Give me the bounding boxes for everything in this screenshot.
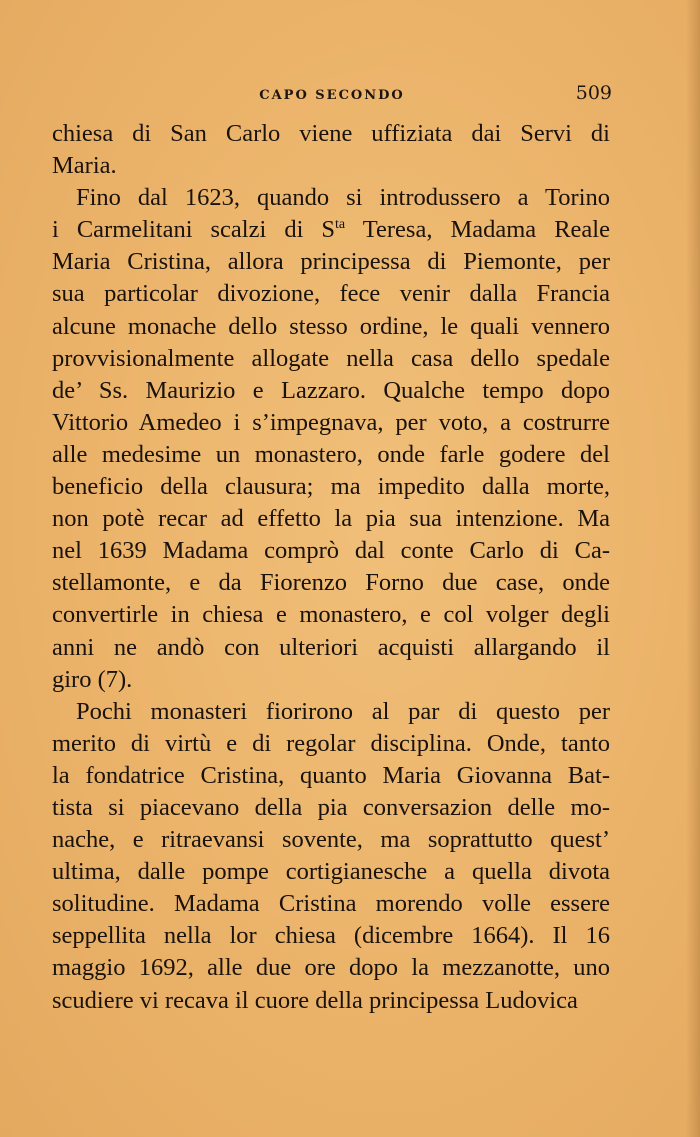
paragraph <box>52 182 610 696</box>
superscript: ta <box>335 217 346 233</box>
text-line: Vittorio Amedeo i s’impegnava, per voto, a costrurre <box>52 408 610 436</box>
text-line: Pochi monasteri fiorirono al par di questo per <box>76 697 610 725</box>
page-edge-shadow <box>686 0 700 1137</box>
text-line: alcune monache dello stesso ordine, le quali vennero <box>52 312 610 340</box>
text-line: convertirle in chiesa e monastero, e col volger degli <box>52 601 610 629</box>
running-head: CAPO SECONDO <box>259 88 405 103</box>
text-line: ultima, dalle pompe cortigianesche a quella divota <box>52 858 610 886</box>
text-line: beneficio della clausura; ma impedito dalla morte, <box>52 473 610 501</box>
text-line: i Carmelitani scalzi di $S^{ta}$ Teresa, Madama Reale <box>52 216 610 244</box>
text-line: chiesa di San Carlo viene uffiziata dai Servi di <box>52 120 610 147</box>
text-line: alle medesime un monastero, onde farle godere del <box>52 440 610 468</box>
page-number: 509 <box>575 82 612 104</box>
text-line: nache, e ritraevansi sovente, ma soprattutto quest’ <box>52 826 610 854</box>
text-line: Fino dal 1623, quando si introdussero a Torino <box>76 184 610 212</box>
text-line: provvisionalmente allogate nella casa dello spedale <box>52 344 610 372</box>
text-line: nel 1639 Madama comprò dal conte Carlo di Ca- <box>52 537 610 565</box>
text-line: solitudine. Madama Cristina morendo volle essere <box>52 890 610 918</box>
text-line: merito di virtù e di regolar disciplina. Onde, tanto <box>52 729 610 757</box>
text-line: tista si piacevano della pia conversazion delle mo- <box>52 793 610 821</box>
text-line: maggio 1692, alle due ore dopo la mezzanotte, uno <box>52 954 610 982</box>
text-line: Maria Cristina, allora principessa di Piemonte, per <box>52 248 610 276</box>
text-line: anni ne andò con ulteriori acquisti allargando il <box>52 633 610 661</box>
text-line: giro (7). <box>52 665 133 693</box>
text-line: sua particolar divozione, fece venir dalla Francia <box>52 280 610 308</box>
text-line: non potè recar ad effetto la pia sua intenzione. Ma <box>52 505 610 533</box>
paragraph <box>52 118 610 182</box>
text-line: Maria. <box>52 152 117 180</box>
page-header <box>52 82 612 106</box>
paragraph <box>52 696 610 1017</box>
text-line: stellamonte, e da Fiorenzo Forno due case, onde <box>52 569 610 597</box>
text-line: seppellita nella lor chiesa (dicembre 1664). Il 16 <box>52 922 610 950</box>
text-line: de’ Ss. Maurizio e Lazzaro. Qualche tempo dopo <box>52 376 610 404</box>
body-text <box>52 118 610 1017</box>
text-line: la fondatrice Cristina, quanto Maria Giovanna Bat- <box>52 761 610 789</box>
text-line: scudiere vi recava il cuore della principessa Ludovica <box>52 986 578 1014</box>
